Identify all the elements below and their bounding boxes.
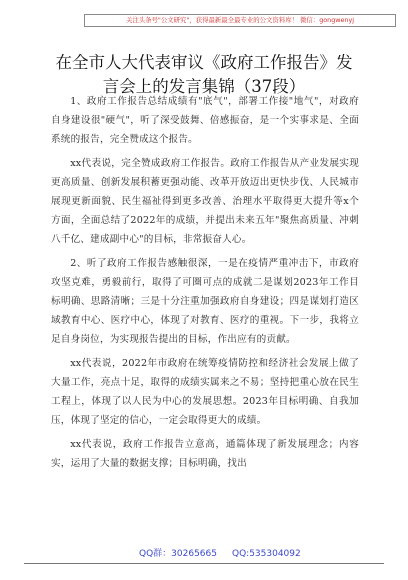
paragraph-5: xx代表说，政府工作报告立意高，通篇体现了新发展理念；内容实，运用了大量的数据支撑；目标明确，找出: [51, 439, 359, 469]
document-title: 在全市人大代表审议《政府工作报告》发言会上的发言集锦（37段）: [55, 53, 353, 97]
document-body: [51, 92, 359, 478]
promo-banner: 关注头条号"公文研究"，获得最新最全最专业的公文资料库！ 微信：gongwenyj: [84, 14, 396, 27]
footer-qq-number: QQ:535304092: [232, 549, 301, 559]
paragraph-4: xx代表说，2022年市政府在统筹疫情防控和经济社会发展上做了大量工作，亮点十足，取得的成绩实属来之不易；坚持把重心放在民生工程上，体现了以人民为中心的发展思想。2023年目标明确、自我加压，体现了坚定的信心，一定会取得更大的成绩。: [51, 358, 359, 426]
paragraph-3: 2、听了政府工作报告感触很深，一是在疫情严重冲击下，市政府攻坚克难，勇毅前行，取得了可圈可点的成就二是谋划2023年工作目标明确、思路清晰；三是十分注重加强政府自身建设；四是谋划打造区域教育中心、医疗中心，体现了对教育、医疗的重视。下一步，我将立足自身岗位，为实现报告提出的目标，作出应有的贡献。: [51, 258, 359, 345]
footer-qq-group: QQ群：30265665: [139, 549, 217, 559]
page-footer: [0, 548, 408, 560]
paragraph-1: 1、政府工作报告总结成绩有"底气"，部署工作接"地气"，对政府自身建设很"硬气"，听了深受鼓舞、倍感振奋，是一个实事求是、全面系统的报告，完全赞成这个报告。: [51, 96, 359, 145]
paragraph-2: xx代表说，完全赞成政府工作报告。政府工作报告从产业发展实现更高质量、创新发展积蓄更强动能、改革开放迈出更快步伐、人民城市展现更新面貌、民生福祉得到更多改善、治理水平取得更大提升等x个方面，全面总结了2022年的成绩，并提出未来五年"聚焦高质量、冲刺八千亿、建成副中心"的目标，非常振奋人心。: [51, 158, 359, 245]
footer-divider: [24, 563, 384, 564]
